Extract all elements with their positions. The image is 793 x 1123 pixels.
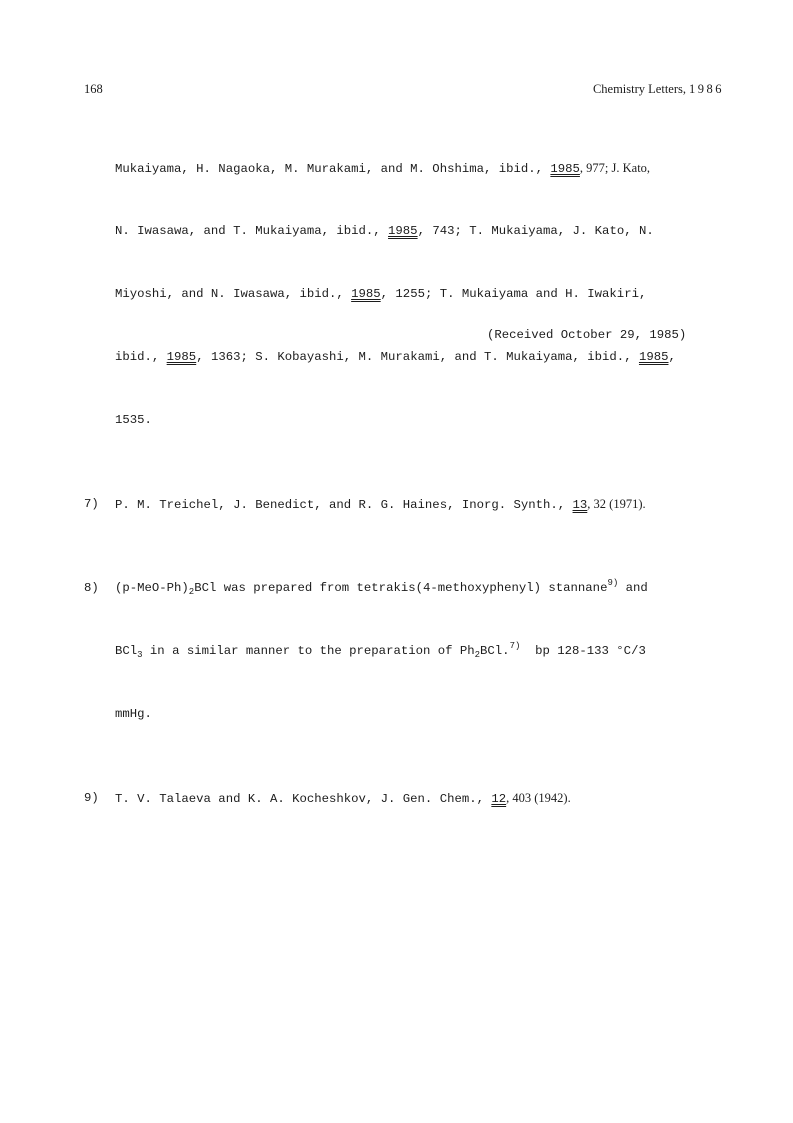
ref-year: 1985 [388,224,418,238]
received-date: (Received October 29, 1985) [487,328,687,342]
reference-8-line: BCl$_3$ in a similar manner to the preparation of $Ph_2BCl.^{7)}$ bp 128-133 °C/3 [115,641,646,660]
reference-8: 8) $(p-MeO-Ph)_2BCl$ was prepared from tetrakis(4-methoxyphenyl) stannane$^{9)}$ and [84,578,648,597]
ref-continued-line: 1535. [115,413,152,427]
ref-year: 1985 [351,287,381,301]
reference-8-line: mmHg. [115,707,152,721]
ref-volume: 12 [491,792,507,806]
references-list [84,116,724,830]
ref-number: 9) [84,791,99,805]
ref-year: 1985 [166,350,197,364]
ref-year: 1985 [638,350,669,364]
ref-year: 1985 [550,162,580,176]
page-number: 168 [84,82,103,96]
journal-title [593,82,724,97]
journal-name: Chemistry Letters, [592,82,686,96]
ref-volume: 13 [572,498,588,512]
journal-year: 1986 [689,82,724,96]
ref-number: 8) [84,581,99,595]
ref-continued-line: Miyoshi, and N. Iwasawa, ibid., 1985, 1255; T. Mukaiyama and H. Iwakiri, [115,287,647,301]
reference-7: 7) P. M. Treichel, J. Benedict, and R. G. Haines, Inorg. Synth., 13, 32 (1971). [84,494,724,515]
ref-continued-line: N. Iwasawa, and T. Mukaiyama, ibid., 1985, 743; T. Mukaiyama, J. Kato, N. [115,224,654,238]
ref-continued-line: ibid., 1985, 1363; S. Kobayashi, M. Murakami, and T. Mukaiyama, ibid., 1985, [115,350,676,364]
ref-continued-line: Mukaiyama, H. Nagaoka, M. Murakami, and M. Ohshima, ibid., 1985, 977; J. Kato, [115,161,651,176]
page-header [84,82,724,100]
reference-9: 9) T. V. Talaeva and K. A. Kocheshkov, J. Gen. Chem., 12, 403 (1942). [84,788,724,809]
ref-number: 7) [84,497,99,511]
